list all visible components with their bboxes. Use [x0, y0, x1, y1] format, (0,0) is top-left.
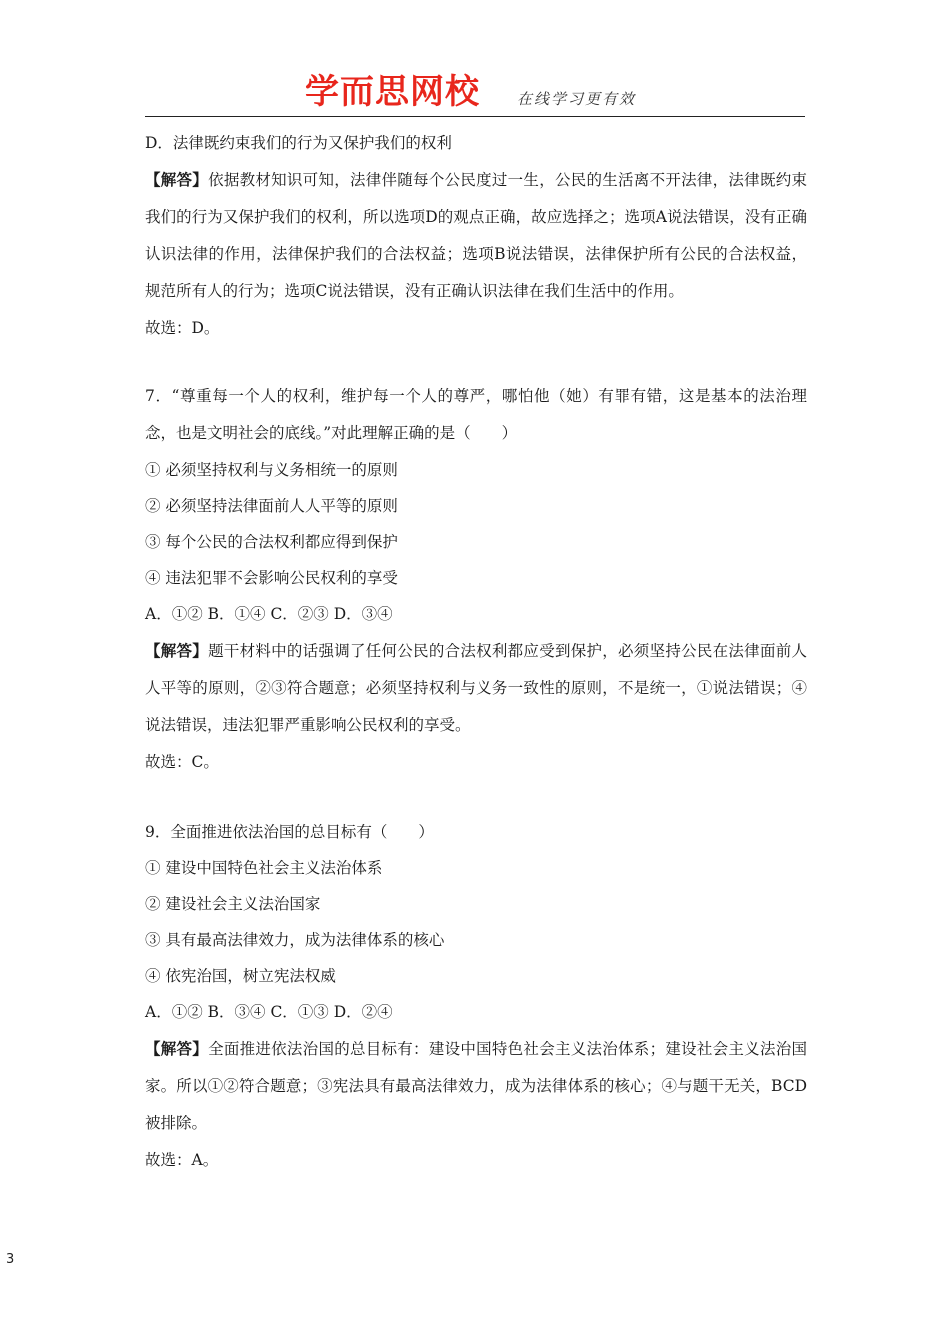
q7-choices: A．①② B．①④ C．②③ D．③④ [145, 605, 393, 623]
q9-statement-3: ③ 具有最高法律效力，成为法律体系的核心 [145, 931, 445, 949]
page-number: 3 [6, 1252, 15, 1267]
q9-analysis [145, 1030, 807, 1142]
document-body [145, 125, 807, 1178]
q7-statement-2: ② 必须坚持法律面前人人平等的原则 [145, 497, 398, 515]
q9-statement-2: ② 建设社会主义法治国家 [145, 895, 321, 913]
q9-statement-1: ① 建设中国特色社会主义法治体系 [145, 859, 383, 877]
q7-statement-1: ① 必须坚持权利与义务相统一的原则 [145, 461, 398, 479]
brand-slogan: 在线学习更有效 [517, 90, 637, 108]
page-header [145, 70, 805, 117]
q6-option-d: D．法律既约束我们的行为又保护我们的权利 [145, 134, 452, 152]
q9-statement-4: ④ 依宪治国，树立宪法权威 [145, 967, 336, 985]
q7-statement-4: ④ 违法犯罪不会影响公民权利的享受 [145, 569, 398, 587]
q6-analysis [145, 161, 807, 310]
q7-analysis [145, 632, 807, 744]
q9-analysis-text: 全面推进依法治国的总目标有：建设中国特色社会主义法治体系；建设社会主义法治国家。所以①②符合题意；③宪法具有最高法律效力，成为法律体系的核心；④与题干无关，BCD被排除。 [145, 1040, 807, 1132]
q7-answer: 故选：C。 [145, 753, 219, 771]
brand-logo: 学而思网校 [305, 72, 480, 112]
q9-answer: 故选：A。 [145, 1151, 219, 1169]
q7-stem: 7．“尊重每一个人的权利，维护每一个人的尊严，哪怕他（她）有罪有错，这是基本的法治理念，也是文明社会的底线。”对此理解正确的是（ ） [145, 387, 807, 442]
q7-analysis-tag: 【解答】 [145, 641, 209, 660]
q9-choices: A．①② B．③④ C．①③ D．②④ [145, 1003, 393, 1021]
q6-analysis-text: 依据教材知识可知，法律伴随每个公民度过一生，公民的生活离不开法律，法律既约束我们的行为又保护我们的权利，所以选项D的观点正确，故应选择之；选项A说法错误，没有正确认识法律的作用，法律保护我们的合法权益；选项B说法错误，法律保护所有公民的合法权益，规范所有人的行为；选项C说法错误，没有正确认识法律在我们生活中的作用。 [145, 171, 807, 300]
q9-analysis-tag: 【解答】 [145, 1039, 209, 1058]
q6-analysis-tag: 【解答】 [145, 170, 209, 189]
q7-statement-3: ③ 每个公民的合法权利都应得到保护 [145, 533, 398, 551]
q7-analysis-text: 题干材料中的话强调了任何公民的合法权利都应受到保护，必须坚持公民在法律面前人人平等的原则，②③符合题意；必须坚持权利与义务一致性的原则，不是统一，①说法错误；④说法错误，违法犯罪严重影响公民权利的享受。 [145, 642, 807, 734]
q9-stem: 9．全面推进依法治国的总目标有（ ） [145, 823, 434, 841]
q6-answer: 故选：D。 [145, 319, 220, 337]
